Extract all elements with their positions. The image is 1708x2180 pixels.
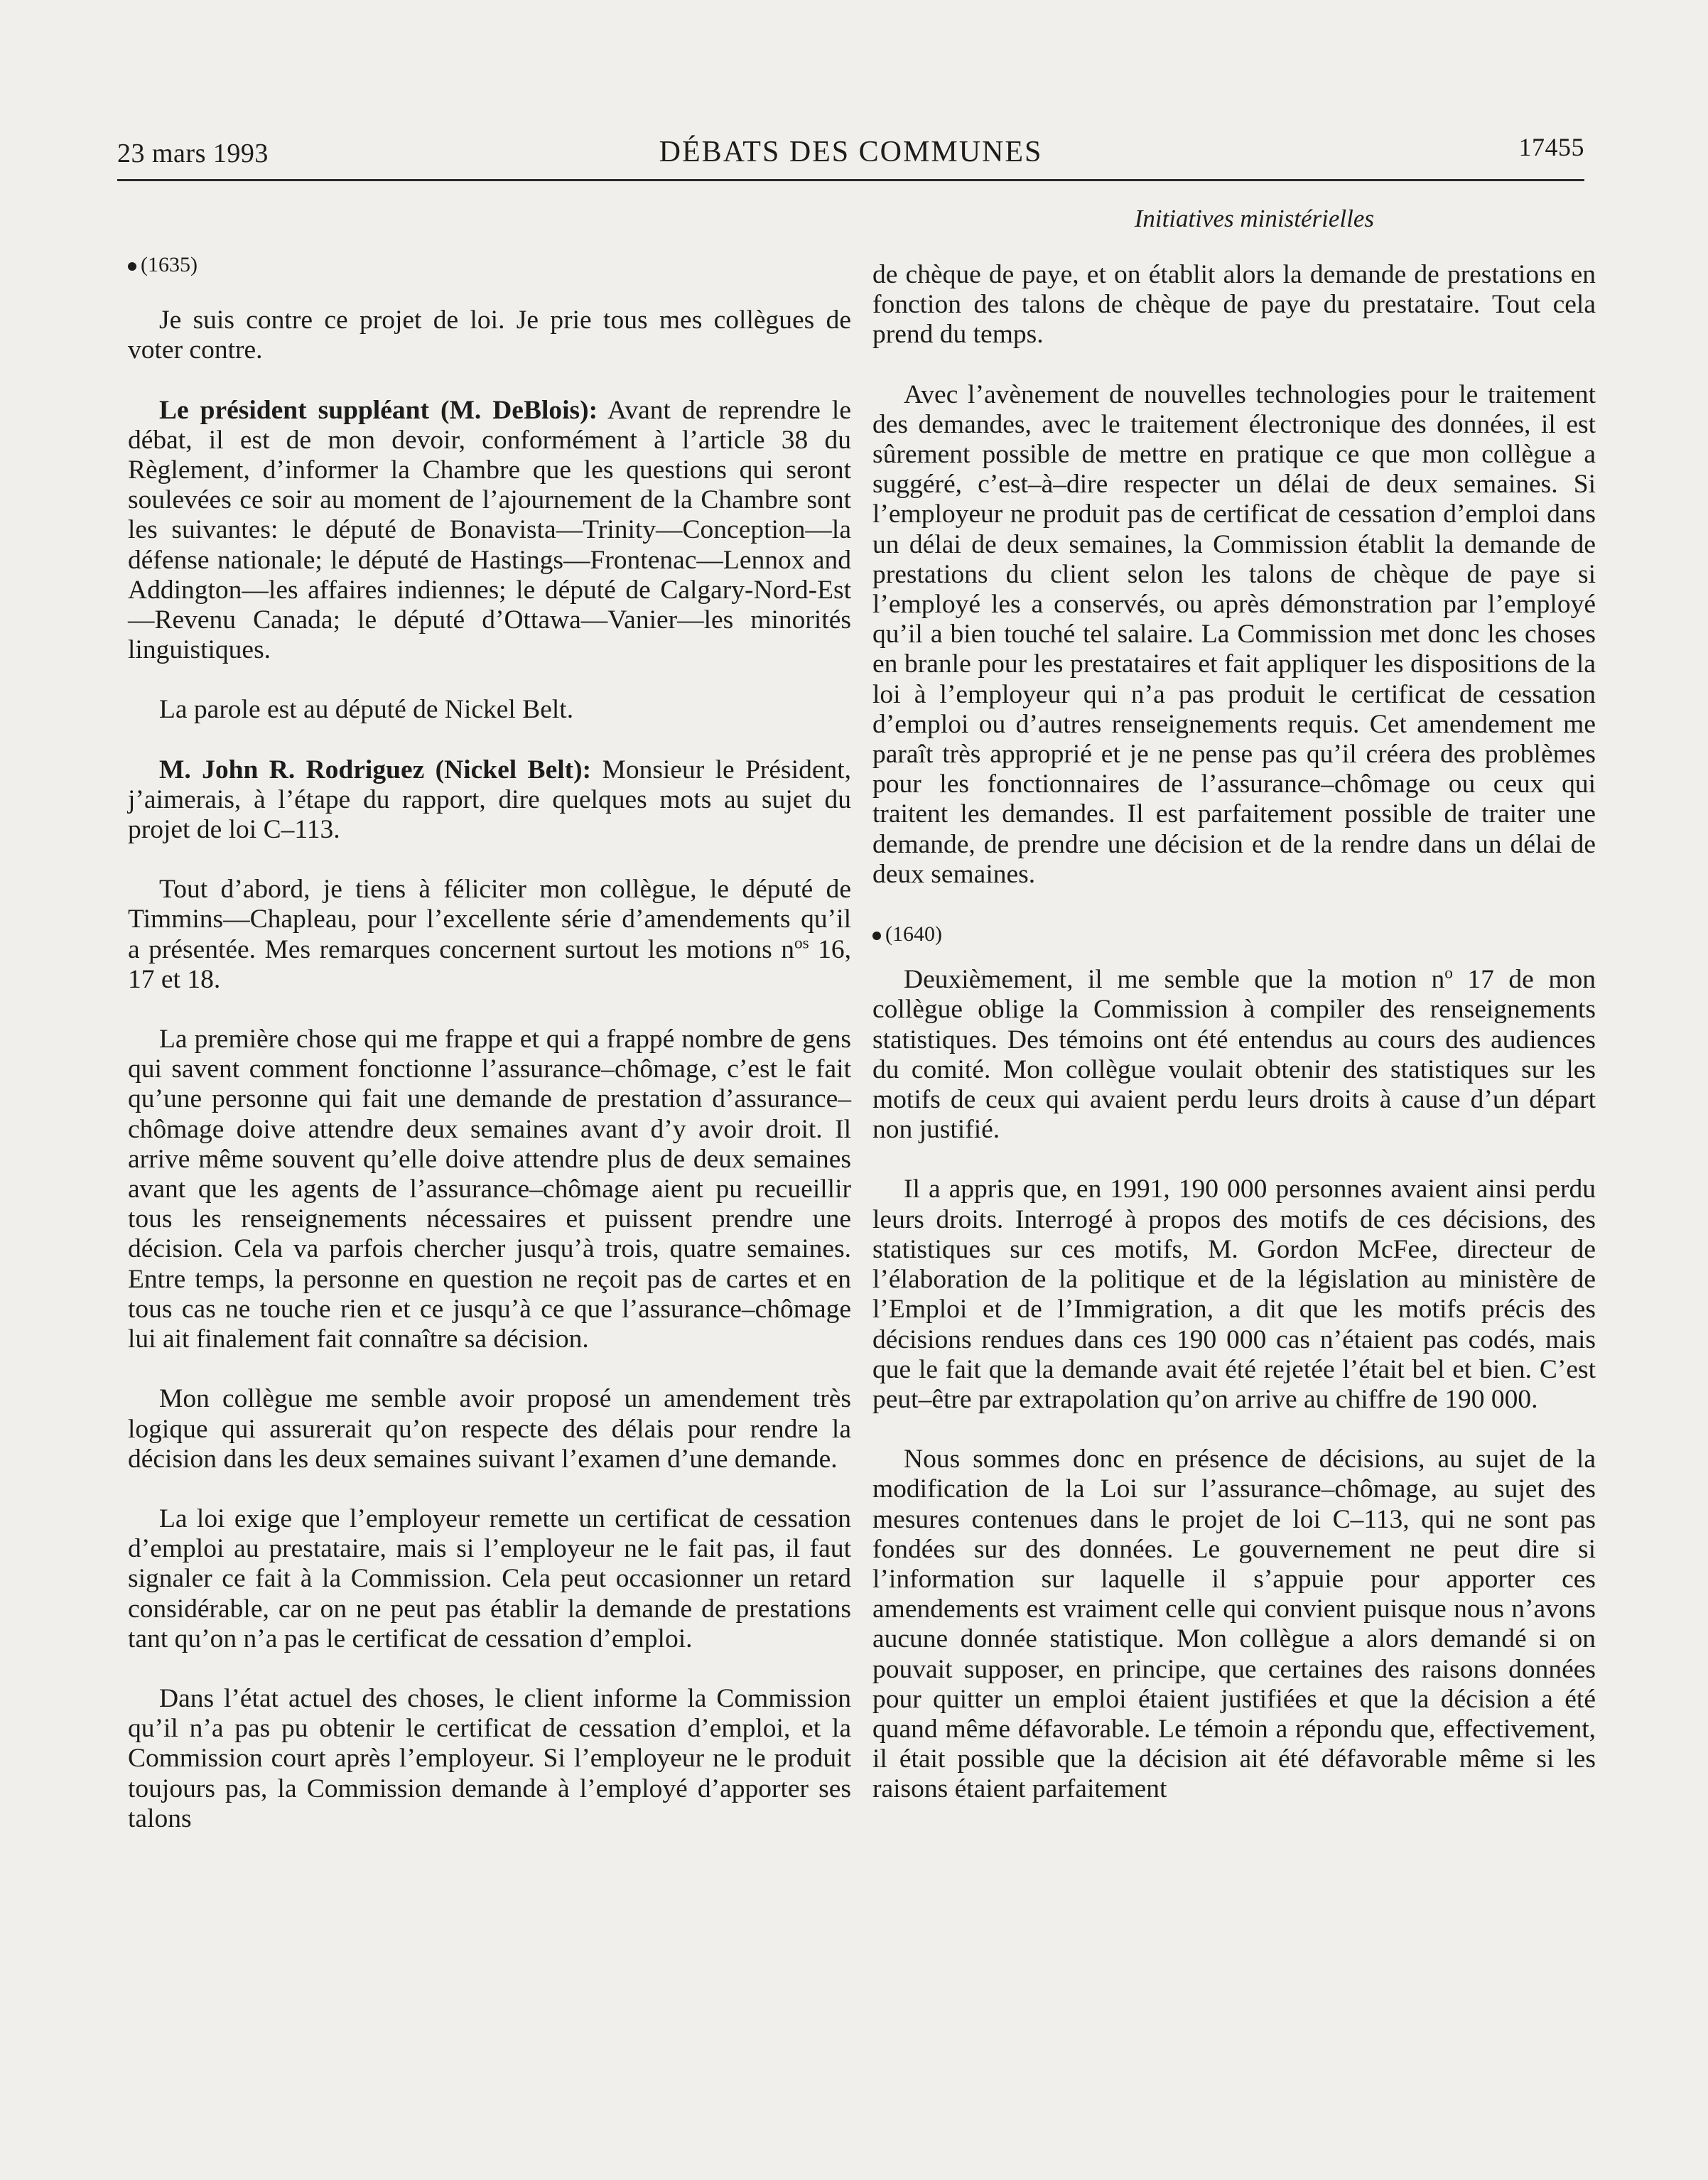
superscript: os (794, 934, 809, 953)
paragraph: Avec l’avènement de nouvelles technologies pour le traitement des demandes, avec le traitement électronique des données, il est sûrement possible de mettre en pratique ce que mon collègue a suggéré, c’est–à–dire respecter un délai de deux semaines. Si l’employeur ne produit pas de certificat de cessation d’emploi dans un délai de deux semaines, la Commission établit la demande de prestations du client selon les talons de chèque de paye si l’employé les a conservés, ou après démonstration par l’employé qu’il a bien touché tel salaire. La Commission met donc les choses en branle pour les prestataires et fait appliquer les dispositions de la loi à l’employeur qui n’a pas produit le certificat de cessation d’emploi ou d’autres renseignements requis. Cet amendement me paraît très approprié et je ne pense pas qu’il créera des problèmes pour les fonctionnaires de l’assurance–chômage ou ceux qui traitent les demandes. Il est parfaitement possible de traiter une demande, de prendre une décision et de la rendre dans un délai de deux semaines. (872, 379, 1596, 889)
paragraph: La parole est au député de Nickel Belt. (159, 695, 574, 725)
paragraph (128, 396, 851, 666)
paragraph: Nous sommes donc en présence de décisions, au sujet de la modification de la Loi sur l’assurance–chômage, au sujet des mesures contenues dans le projet de loi C–113, qui ne sont pas fondées sur des données. Le gouvernement ne peut dire si l’information sur laquelle il s’appuie pour apporter ces amendements est vraiment celle qui convient puisque nous n’avons aucune donnée statistique. Mon collègue a alors demandé si on pouvait supposer, en principe, que certaines des raisons données pour quitter un emploi étaient justifiées et que la décision a été quand même défavorable. Le témoin a répondu que, effectivement, il était possible que la décision ait été défavorable même si les raisons étaient parfaitement (872, 1445, 1596, 1804)
section-title: Initiatives ministérielles (1134, 205, 1374, 232)
speech-text: Avant de reprendre le débat, il est de mon devoir, conformément à l’article 38 du Règlement, d’informer la Chambre que les questions qui seront soulevées ce soir au moment de l’ajournement de la Chambre sont les suivantes: le député de Bonavista—Trinity—Conception—la défense nationale; le député de Hastings—Frontenac—Lennox and Addington—les affaires indiennes; le député de Calgary-Nord-Est—Revenu Canada; le député d’Ottawa—Vanier—les minorités linguistiques. (128, 395, 851, 665)
paragraph: Dans l’état actuel des choses, le client informe la Commission qu’il n’a pas pu obtenir le certificat de cessation d’emploi, et la Commission court après l’employeur. Si l’employeur ne le produit toujours pas, la Commission demande à l’employé d’apporter ses talons (128, 1683, 851, 1833)
paragraph-text: 17 de mon collègue oblige la Commission à compiler des renseignements statistiques. Des témoins ont été entendus au cours des audiences du comité. Mon collègue voulait obtenir des statistiques sur les motifs de ceux qui avaient perdu leurs droits à cause d’un départ non justifié. (872, 965, 1596, 1145)
page-header (117, 132, 1584, 178)
right-column (872, 260, 1596, 1835)
timestamp: (1640) (885, 922, 942, 946)
bullet-icon (872, 932, 881, 940)
header-publication-title: DÉBATS DES COMMUNES (659, 136, 1043, 168)
paragraph-text: Tout d’abord, je tiens à féliciter mon collègue, le député de Timmins—Chapleau, pour l’excellente série d’amendements qu’il a présentée. Mes remarques concernent surtout les motions n (128, 875, 851, 964)
speech-text: Monsieur le Président, j’aimerais, à l’étape du rapport, dire quelques mots au sujet du projet de loi C–113. (128, 755, 852, 845)
paragraph (128, 755, 851, 846)
paragraph: Mon collègue me semble avoir proposé un amendement très logique qui assurerait qu’on respecte des délais pour rendre la décision dans les deux semaines suivant l’examen d’une demande. (128, 1384, 851, 1474)
paragraph: Il a appris que, en 1991, 190 000 personnes avaient ainsi perdu leurs droits. Interrogé à propos des motifs de ces décisions, des statistiques sur ces motifs, M. Gordon McFee, directeur de l’élaboration de la politique et de la législation au ministère de l’Emploi et de l’Immigration, a dit que les motifs précis des décisions rendues dans ces 190 000 cas n’étaient pas codés, mais que le fait que la demande avait été rejetée l’était bel et bien. C’est peut–être par extrapolation qu’on arrive au chiffre de 190 000. (872, 1175, 1596, 1414)
header-date: 23 mars 1993 (117, 139, 269, 168)
paragraph (128, 875, 851, 995)
superscript: o (1444, 964, 1453, 983)
paragraph: La première chose qui me frappe et qui a frappé nombre de gens qui savent comment fonctionne l’assurance–chômage, c’est le fait qu’une personne qui fait une demande de prestation d’assurance–chômage doive attendre deux semaines avant d’y avoir droit. Il arrive même souvent qu’elle doive attendre plus de deux semaines avant que les agents de l’assurance–chômage aient pu recueillir tous les renseignements nécessaires et puissent prendre une décision. Cela va parfois chercher jusqu’à trois, quatre semaines. Entre temps, la personne en question ne reçoit pas de cartes et en tous cas ne touche rien et ce jusqu’à ce que l’assurance–chômage lui ait finalement fait connaître sa décision. (128, 1025, 851, 1354)
paragraph-continued: de chèque de paye, et on établit alors la demande de prestations en fonction des talons de chèque de paye du prestataire. Tout cela prend du temps. (872, 260, 1596, 350)
paragraph: Je suis contre ce projet de loi. Je prie tous mes collègues de voter contre. (128, 306, 851, 365)
speaker-name: M. John R. Rodriguez (Nickel Belt): (159, 755, 592, 784)
timestamp-marker (128, 250, 851, 280)
header-page-number: 17455 (1518, 133, 1584, 161)
paragraph-text: Deuxièmement, il me semble que la motion n (904, 965, 1445, 995)
paragraph-text: 16, 17 et 18. (128, 934, 851, 994)
paragraph (872, 965, 1596, 1145)
timestamp: (1635) (141, 253, 198, 276)
timestamp-marker (872, 919, 1596, 949)
paragraph: La loi exige que l’employeur remette un certificat de cessation d’emploi au prestataire, mais si l’employeur ne le fait pas, il faut signaler ce fait à la Commission. Cela peut occasionner un retard considérable, car on ne peut pas établir la demande de prestations tant qu’on n’a pas le certificat de cessation d’emploi. (128, 1504, 851, 1653)
header-rule (117, 179, 1584, 181)
speaker-name: Le président suppléant (M. DeBlois): (159, 395, 598, 425)
bullet-icon (128, 262, 136, 271)
left-column (128, 253, 852, 1864)
